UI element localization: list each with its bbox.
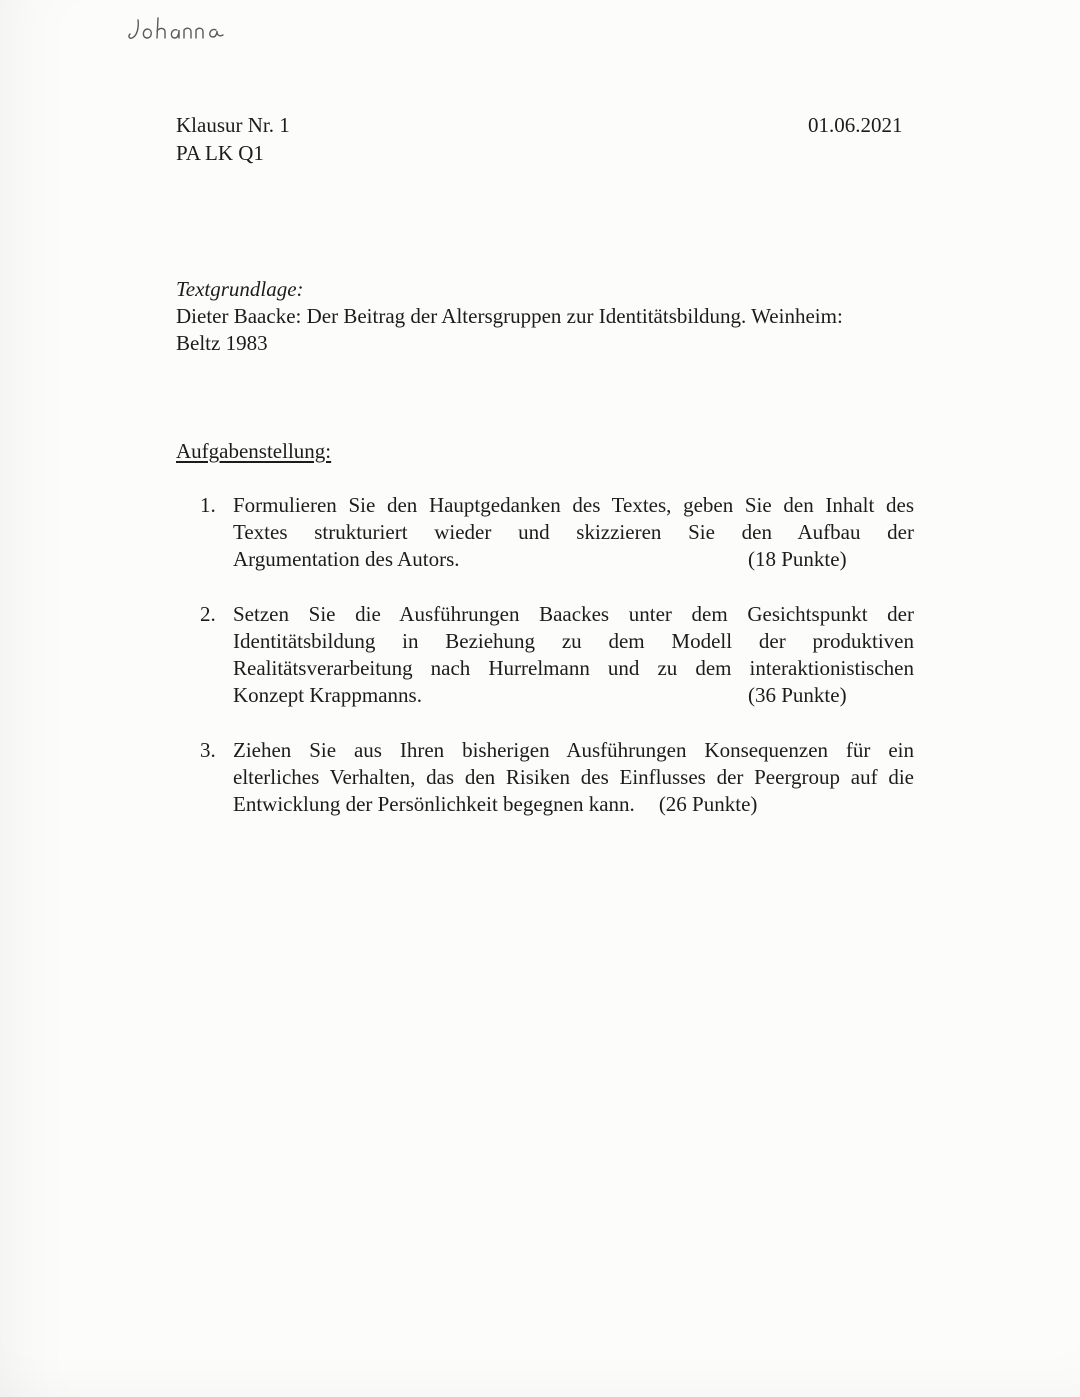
task-points: (36 Punkte) (748, 683, 847, 707)
task-item (200, 601, 914, 709)
task-text-line: Identitätsbildung in Beziehung zu dem Modell der produktiven (233, 629, 914, 653)
task-text-line: Formulieren Sie den Hauptgedanken des Textes, geben Sie den Inhalt des (233, 493, 914, 517)
task-text-line: Konzept Krappmanns. (233, 683, 422, 707)
tasks-heading: Aufgabenstellung: (176, 439, 332, 463)
task-points: (18 Punkte) (748, 547, 847, 571)
task-text-line: Textes strukturiert wieder und skizzieren Sie den Aufbau der (233, 520, 914, 544)
text-basis-citation-line-2: Beltz 1983 (176, 331, 268, 355)
handwritten-name-signature (128, 14, 228, 44)
task-list (200, 492, 914, 846)
task-item (200, 492, 914, 573)
task-points: (26 Punkte) (658, 792, 758, 816)
course-label: PA LK Q1 (176, 141, 264, 165)
task-text-last-line (233, 791, 914, 818)
exam-number: Klausur Nr. 1 (176, 113, 290, 137)
task-item (200, 737, 914, 818)
task-text-last-line (233, 546, 914, 573)
task-number: 2. (200, 602, 216, 626)
exam-date: 01.06.2021 (808, 113, 903, 137)
text-basis-citation-line-1: Dieter Baacke: Der Beitrag der Altersgruppen zur Identitätsbildung. Weinheim: (176, 304, 843, 328)
text-basis-label: Textgrundlage: (176, 277, 304, 301)
task-text-line: Realitätsverarbeitung nach Hurrelmann und zu dem interaktionistischen (233, 656, 914, 680)
task-text-line: Ziehen Sie aus Ihren bisherigen Ausführungen Konsequenzen für ein (233, 738, 914, 762)
task-number: 3. (200, 738, 216, 762)
task-text-line: Argumentation des Autors. (233, 547, 460, 571)
task-text-line: elterliches Verhalten, das den Risiken des Einflusses der Peergroup auf die (233, 765, 914, 789)
task-text-line: Setzen Sie die Ausführungen Baackes unter dem Gesichtspunkt der (233, 602, 914, 626)
task-number: 1. (200, 493, 216, 517)
exam-header (176, 112, 290, 168)
task-text-last-line (233, 682, 914, 709)
task-text-line: Entwicklung der Persönlichkeit begegnen kann. (233, 792, 635, 816)
text-basis-section (176, 276, 916, 357)
